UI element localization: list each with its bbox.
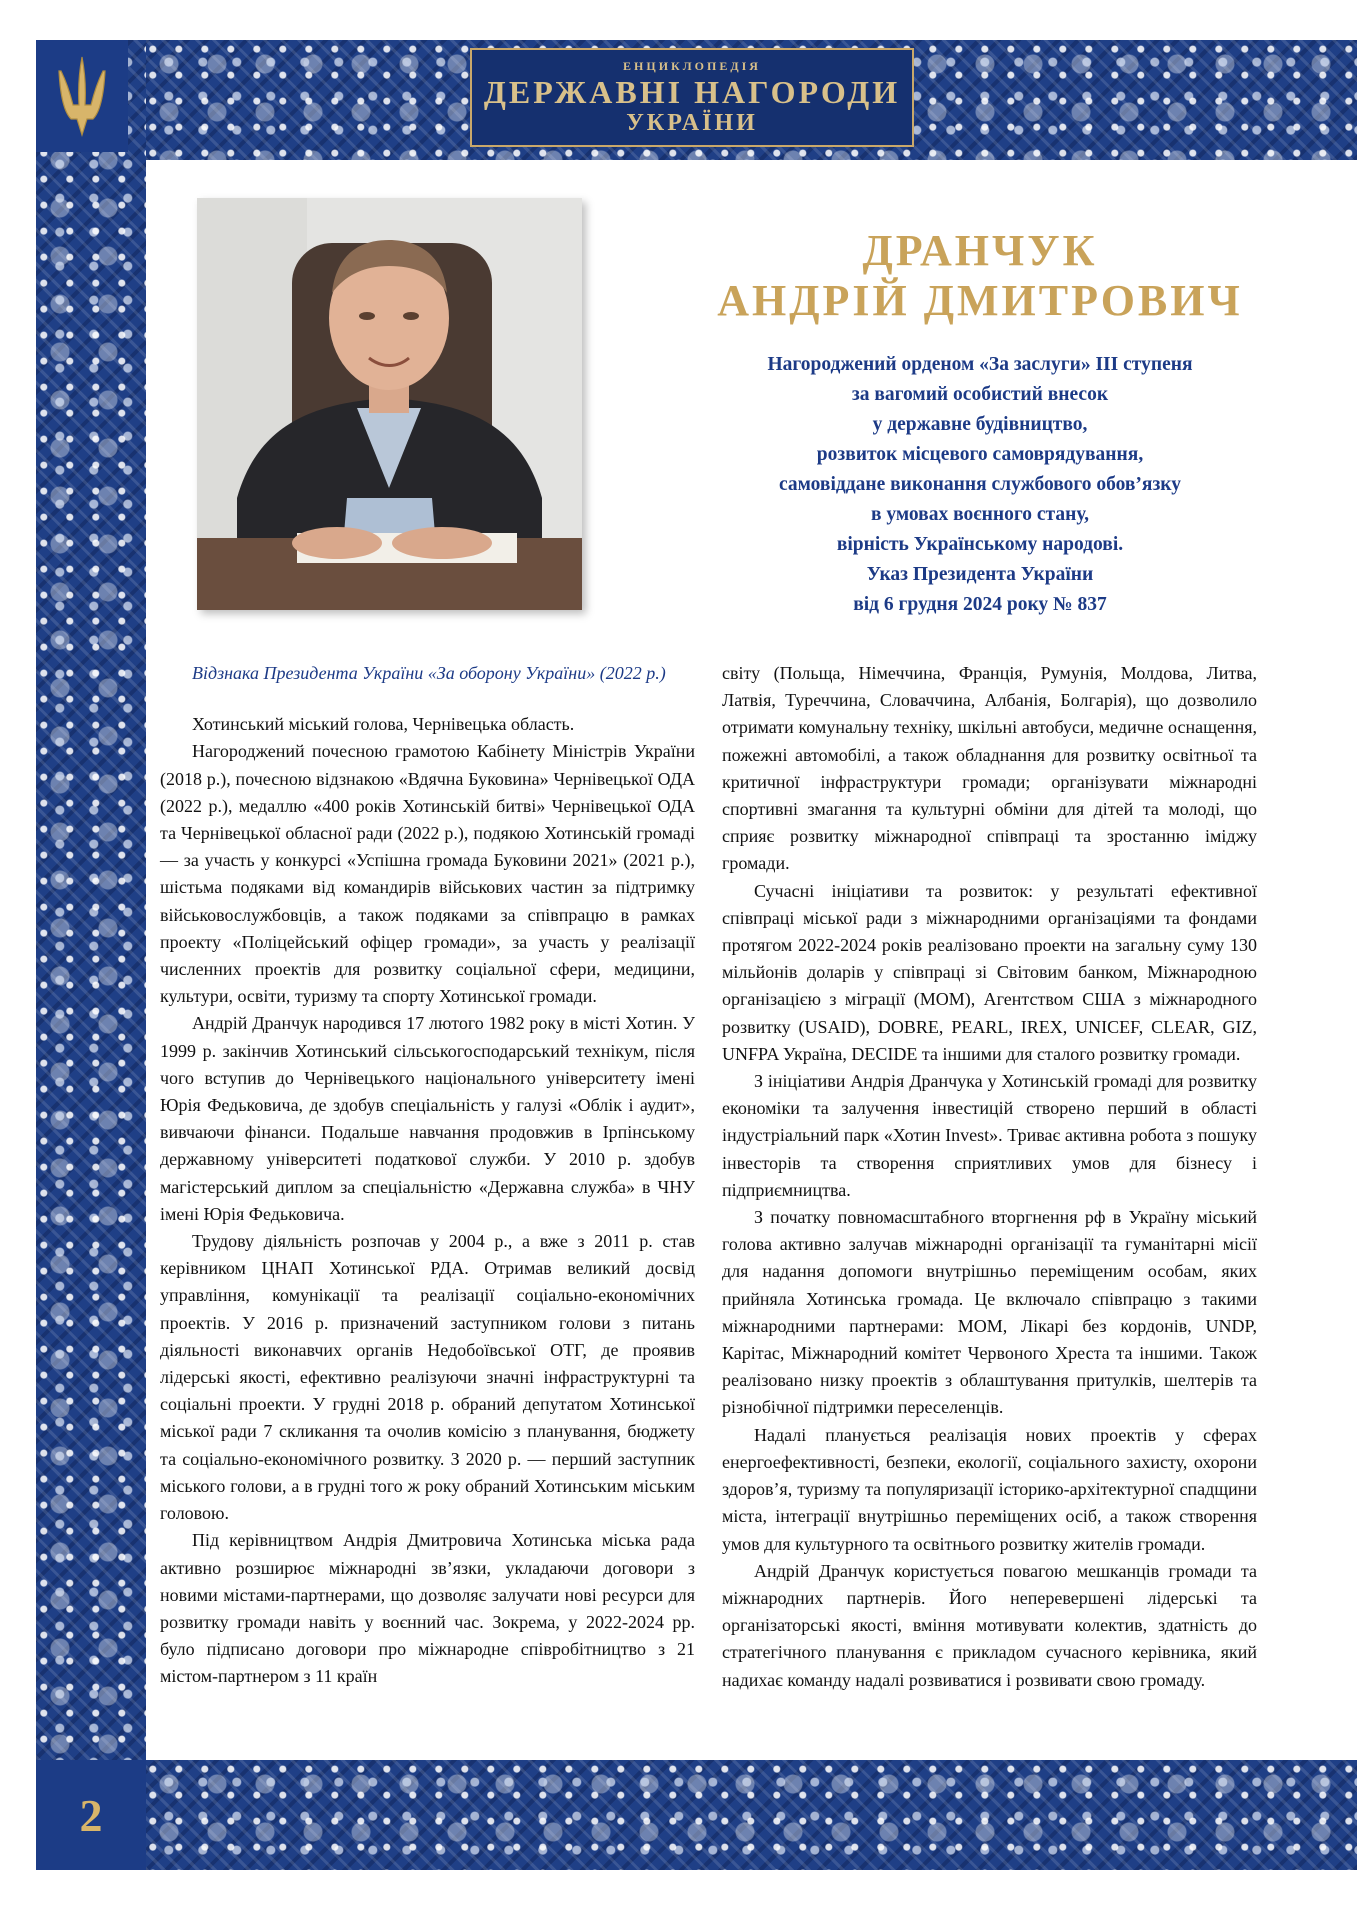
award-line: розвиток місцевого самоврядування, [816,444,1144,465]
header-subtitle: УКРАЇНИ [626,110,758,136]
body-paragraph: З ініціативи Андрія Дранчука у Хотинській громаді для розвитку економіки та залучення інвестицій створено перший в області індустріальний парк «Хотин Invest». Триває активна робота з пошуку інвесторів та створення сприятливих умов для бізнесу і підприємництва. [722,1071,1257,1200]
award-line: за вагомий особистий внесок [851,384,1109,405]
body-paragraph: Трудову діяльність розпочав у 2004 р., а вже з 2011 р. став керівником ЦНАП Хотинської РДА. Отримав великий досвід управління, комунікації та реалізації соціально-економічних проектів. У 2016 р. призначений заступником голови з питань діяльності виконавчих органів Недобоївської ОТГ, де проявив лідерські якості, ефективно реалізуючи значні інфраструктурні та соціальні проекти. У грудні 2018 р. обраний депутатом Хотинської міської ради 7 скликання та очолив комісію з планування, бюджету та соціально-економічного розвитку. З 2020 р. — перший заступник міського голови, а в грудні того ж року обраний Хотинським міським головою. [160,1231,695,1524]
award-line: вірність Українському народові. [836,534,1124,555]
portrait-photo [197,198,582,610]
award-line: від 6 грудня 2024 року № 837 [853,594,1107,615]
person-given-names: АНДРІЙ ДМИТРОВИЧ [717,276,1243,325]
body-paragraph: Нагороджений почесною грамотою Кабінету Міністрів України (2018 р.), почесною відзнакою «Вдячна Буковина» Чернівецької ОДА (2022 р.), медаллю «400 років Хотинській битві» Чернівецької ОДА та Чернівецької обласної ради (2022 р.), подякою Хотинській громаді — за участь у конкурсі «Успішна громада Буковини 2021» (2021 р.), шістьма подяками від командирів військових частин за підтримку військовослужбовців, а також подяками за співпрацю в рамках проекту «Поліцейський офіцер громади», за участь у реалізації численних проектів для розвитку соціальної сфери, медицини, культури, освіти, туризму та спорту Хотинської громади. [160,741,695,1007]
award-line: в умовах воєнного стану, [870,504,1089,525]
ornamental-border-bottom [145,1760,1357,1870]
distinction-caption: Відзнака Президента України «За оборону України» (2022 р.) [192,663,666,683]
body-paragraph: світу (Польща, Німеччина, Франція, Румунія, Молдова, Литва, Латвія, Туреччина, Словаччина, Албанія, Болгарія), що дозволило отримати комунальну техніку, шкільні автобуси, медичне оснащення, пожежні автомобілі, а також обладнання для розвитку освітньої та критичної інфраструктури громади; організувати міжнародні спортивні змагання та культурні обміни для дітей та молоді, що сприяє розвитку міжнародної співпраці та зростанню іміджу громади. [722,663,1257,874]
award-line: Указ Президента України [866,564,1094,585]
emblem-box [36,40,128,152]
person-name-block [640,226,1320,326]
header-plaque [470,48,914,147]
body-paragraph: Андрій Дранчук народився 17 лютого 1982 року в місті Хотин. У 1999 р. закінчив Хотинський сільськогосподарський технікум, після чого вступив до Чернівецького національного університету імені Юрія Федьковича, де здобув спеціальність у галузі «Облік і аудит», вивчаючи фінанси. Подальше навчання продовжив в Ірпінському державному університеті податкової служби. У 2010 р. здобув магістерський диплом за спеціальністю «Державна служба» в ЧНУ імені Юрія Федьковича. [160,1013,695,1224]
ornamental-border-left [36,40,146,1810]
portrait-illustration [197,198,582,610]
person-surname: ДРАНЧУК [862,226,1098,275]
award-line: Нагороджений орденом «За заслуги» ІІІ ступеня [767,354,1193,375]
award-line: у державне будівництво, [872,414,1088,435]
award-line: самовіддане виконання службового обов’язку [779,474,1181,495]
award-statement [640,350,1320,620]
text-column-left [160,660,695,1691]
text-column-right [722,660,1257,1694]
page-number-box [36,1760,146,1870]
body-paragraph: Андрій Дранчук користується повагою мешканців громади та міжнародних партнерів. Його неперевершені лідерські та організаторські якості, вміння мотивувати колектив, здатність до стратегічного планування є прикладом сучасного керівника, який надихає команду надалі розвиватися і розвивати свою громаду. [722,1560,1257,1690]
header-title: ДЕРЖАВНІ НАГОРОДИ [483,74,901,110]
body-paragraph: Надалі планується реалізація нових проектів у сферах енергоефективності, безпеки, екології, соціального захисту, охорони здоров’я, туризму та популяризації історико-архітектурної спадщини міста, інтеграції внутрішньо переміщених осіб, а також створення умов для культурного та освітнього розвитку жителів громади. [722,1424,1257,1554]
body-paragraph: З початку повномасштабного вторгнення рф в Україну міський голова активно залучав міжнародні організації та гуманітарні місії для надання допомоги внутрішньо переміщеним особам, яких прийняла Хотинська громада. Це включало співпрацю з такими міжнародними партнерами: МОМ, Лікарі без кордонів, UNDP, Карітас, Міжнародний комітет Червоного Хреста та іншими. Також реалізовано низку проектів з облаштування притулків, шелтерів та різнобічної підтримки переселенців. [722,1207,1257,1418]
body-paragraph: Сучасні ініціативи та розвиток: у результаті ефективної співпраці міської ради з міжнародними організаціями та фондами протягом 2022-2024 років реалізовано проекти на загальну суму 130 мільйонів доларів у співпраці зі Світовим банком, Міжнародною організацією з міграції (МОМ), Агентством США з міжнародного розвитку (USAID), DOBRE, PEARL, IREX, UNICEF, CLEAR, GIZ, UNFPA Україна, DECIDE та іншими для сталого розвитку громади. [722,880,1257,1064]
page-number: 2 [79,1789,103,1841]
trident-emblem-icon [51,53,113,139]
body-paragraph: Хотинський міський голова, Чернівецька область. [192,714,575,735]
body-paragraph: Під керівництвом Андрія Дмитровича Хотинська міська рада активно розширює міжнародні зв’язки, укладаючи договори з новими містами-партнерами, що дозволяє залучати нові ресурси для розвитку громади навіть у воєнний час. Зокрема, у 2022-2024 рр. було підписано договори про міжнародне співробітництво з 21 містом-партнером з 11 країн [160,1530,695,1687]
header-series-label: ЕНЦИКЛОПЕДІЯ [623,59,761,73]
